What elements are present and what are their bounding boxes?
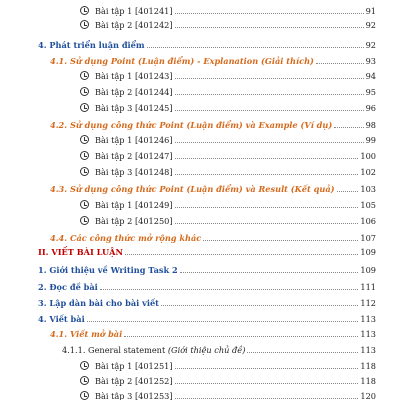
toc-exercise-entry[interactable]: [0, 212, 400, 226]
toc-entry-text: Bài tập 3 [401245]: [95, 103, 173, 113]
clock-icon: [80, 391, 89, 400]
dot-leader: [175, 207, 359, 208]
toc-exercise-entry[interactable]: [0, 67, 400, 81]
page-number: 93: [365, 56, 376, 66]
page-number: 109: [360, 265, 376, 275]
dot-leader: [87, 321, 359, 322]
toc-entry-label: [38, 314, 85, 324]
toc-entry-text: 4.1. Viết mở bài: [50, 329, 123, 339]
page-number: 105: [360, 200, 376, 210]
toc-exercise-entry[interactable]: [0, 387, 400, 400]
clock-icon: [80, 216, 89, 225]
clock-icon: [80, 376, 89, 385]
clock-icon: [80, 20, 89, 29]
dot-leader: [316, 63, 364, 64]
toc-entry-text: Bài tập 2 [401250]: [95, 216, 173, 226]
toc-entry-note: (Giới thiệu chủ đề): [167, 345, 246, 355]
page-number: 96: [365, 103, 376, 113]
dot-leader: [175, 223, 359, 224]
toc-entry-text: 3. Lập dàn bài cho bài viết: [38, 298, 159, 308]
toc-entry-label: [80, 151, 173, 161]
toc-entry-text: 2. Đọc đề bài: [38, 282, 98, 292]
clock-icon: [80, 200, 89, 209]
dot-leader: [175, 174, 359, 175]
toc-entry-text: Bài tập 3 [401253]: [95, 391, 173, 400]
toc-entry-label: [80, 376, 173, 386]
clock-icon: [80, 361, 89, 370]
toc-exercise-entry[interactable]: [0, 196, 400, 210]
toc-entry-text: Bài tập 2 [401252]: [95, 376, 173, 386]
clock-icon: [80, 87, 89, 96]
toc-exercise-entry[interactable]: [0, 2, 400, 16]
toc-entry-text: 4. Phát triển luận điểm: [38, 40, 145, 50]
dot-leader: [175, 142, 364, 143]
toc-entry-label: [38, 40, 145, 50]
toc-entry-label: [80, 87, 173, 97]
dot-leader: [124, 336, 358, 337]
dot-leader: [175, 27, 364, 28]
toc-entry-label: [38, 265, 178, 275]
page-number: 92: [365, 20, 376, 30]
toc-heading-entry[interactable]: [0, 325, 400, 339]
page-number: 95: [365, 87, 376, 97]
toc-entry-label: [80, 71, 173, 81]
toc-entry-text: Bài tập 1 [401243]: [95, 71, 173, 81]
dot-leader: [147, 47, 364, 48]
page-number: 92: [365, 40, 376, 50]
toc-entry-text: Bài tập 2 [401244]: [95, 87, 173, 97]
dot-leader: [334, 127, 363, 128]
page-number: 98: [365, 120, 376, 130]
toc-heading-entry[interactable]: [0, 243, 400, 257]
toc-heading-entry[interactable]: [0, 36, 400, 50]
toc-entry-label: [80, 20, 173, 30]
clock-icon: [80, 167, 89, 176]
page-number: 103: [360, 184, 376, 194]
page-number: 113: [360, 345, 376, 355]
toc-entry-text: 4.2. Sử dụng công thức Point (Luận điểm) và Example (Ví dụ): [50, 120, 333, 130]
page-number: 94: [365, 71, 376, 81]
dot-leader: [180, 272, 359, 273]
page-number: 109: [360, 247, 376, 257]
toc-entry-label: [62, 345, 245, 355]
toc-exercise-entry[interactable]: [0, 372, 400, 386]
toc-entry-label: [80, 200, 173, 210]
toc-heading-entry[interactable]: [0, 261, 400, 275]
toc-entry-label: [38, 298, 159, 308]
clock-icon: [80, 103, 89, 112]
clock-icon: [80, 71, 89, 80]
toc-entry-text: II. VIẾT BÀI LUẬN: [38, 247, 123, 257]
clock-icon: [80, 6, 89, 15]
toc-entry-text: 4.1.1. General statement: [62, 345, 168, 355]
dot-leader: [175, 94, 364, 95]
page-number: 100: [360, 151, 376, 161]
toc-entry-text: Bài tập 1 [401251]: [95, 361, 173, 371]
page-number: 102: [360, 167, 376, 177]
toc-entry-label: [38, 282, 98, 292]
dot-leader: [337, 191, 359, 192]
toc-exercise-entry[interactable]: [0, 99, 400, 113]
page-number: 107: [360, 233, 376, 243]
toc-entry-label: [80, 103, 173, 113]
toc-entry-text: 1. Giới thiệu về Writing Task 2: [38, 265, 178, 275]
page-number: 118: [360, 361, 376, 371]
toc-entry-text: Bài tập 1 [401246]: [95, 135, 173, 145]
toc-entry-label: [80, 135, 173, 145]
dot-leader: [175, 110, 364, 111]
toc-heading-entry[interactable]: [0, 229, 400, 243]
toc-entry-label: [80, 361, 173, 371]
page-number: 118: [360, 376, 376, 386]
toc-entry-label: [50, 56, 314, 66]
dot-leader: [203, 240, 358, 241]
toc-entry-label: [50, 120, 332, 130]
dot-leader: [175, 78, 364, 79]
clock-icon: [80, 135, 89, 144]
dot-leader: [175, 368, 359, 369]
dot-leader: [247, 352, 358, 353]
toc-exercise-entry[interactable]: [0, 16, 400, 30]
page-number: 120: [360, 391, 376, 400]
toc-entry-label: [38, 247, 123, 257]
toc-entry-text: 4. Viết bài: [38, 314, 85, 324]
toc-entry-text: Bài tập 3 [401248]: [95, 167, 173, 177]
toc-heading-entry[interactable]: [0, 310, 400, 324]
toc-heading-entry[interactable]: [0, 180, 400, 194]
dot-leader: [175, 13, 364, 14]
toc-exercise-entry[interactable]: [0, 163, 400, 177]
toc-exercise-entry[interactable]: [0, 357, 400, 371]
toc-entry-text: Bài tập 2 [401247]: [95, 151, 173, 161]
page-number: 106: [360, 216, 376, 226]
toc-entry-label: [80, 391, 173, 400]
toc-entry-label: [50, 184, 335, 194]
page-number: 111: [360, 282, 376, 292]
dot-leader: [175, 158, 359, 159]
page-number: 112: [360, 298, 376, 308]
toc-entry-label: [80, 6, 173, 16]
page-number: 91: [365, 6, 376, 16]
dot-leader: [100, 289, 359, 290]
toc-entry-text: Bài tập 1 [401241]: [95, 6, 173, 16]
dot-leader: [125, 254, 358, 255]
toc-heading-entry[interactable]: [0, 278, 400, 292]
page-number: 99: [365, 135, 376, 145]
toc-entry-label: [80, 216, 173, 226]
page-number: 113: [360, 329, 376, 339]
toc-entry-text: Bài tập 1 [401249]: [95, 200, 173, 210]
toc-entry-text: 4.4. Các công thức mở rộng khác: [50, 233, 202, 243]
dot-leader: [161, 305, 358, 306]
toc-entry-label: [80, 167, 173, 177]
toc-heading-entry[interactable]: [0, 294, 400, 308]
toc-exercise-entry[interactable]: [0, 147, 400, 161]
toc-entry-text: 4.3. Sử dụng công thức Point (Luận điểm) và Result (Kết quả): [50, 184, 335, 194]
toc-heading-entry[interactable]: [0, 341, 400, 355]
toc-entry-text: 4.1. Sử dụng Point (Luận điểm) - Explanation (Giải thích): [50, 56, 314, 66]
page-number: 113: [360, 314, 376, 324]
dot-leader: [175, 398, 359, 399]
toc-entry-text: Bài tập 2 [401242]: [95, 20, 173, 30]
toc-exercise-entry[interactable]: [0, 83, 400, 97]
toc-heading-entry[interactable]: [0, 52, 400, 66]
clock-icon: [80, 151, 89, 160]
toc-entry-label: [50, 233, 201, 243]
dot-leader: [175, 383, 359, 384]
toc-heading-entry[interactable]: [0, 116, 400, 130]
toc-exercise-entry[interactable]: [0, 131, 400, 145]
toc-entry-label: [50, 329, 122, 339]
